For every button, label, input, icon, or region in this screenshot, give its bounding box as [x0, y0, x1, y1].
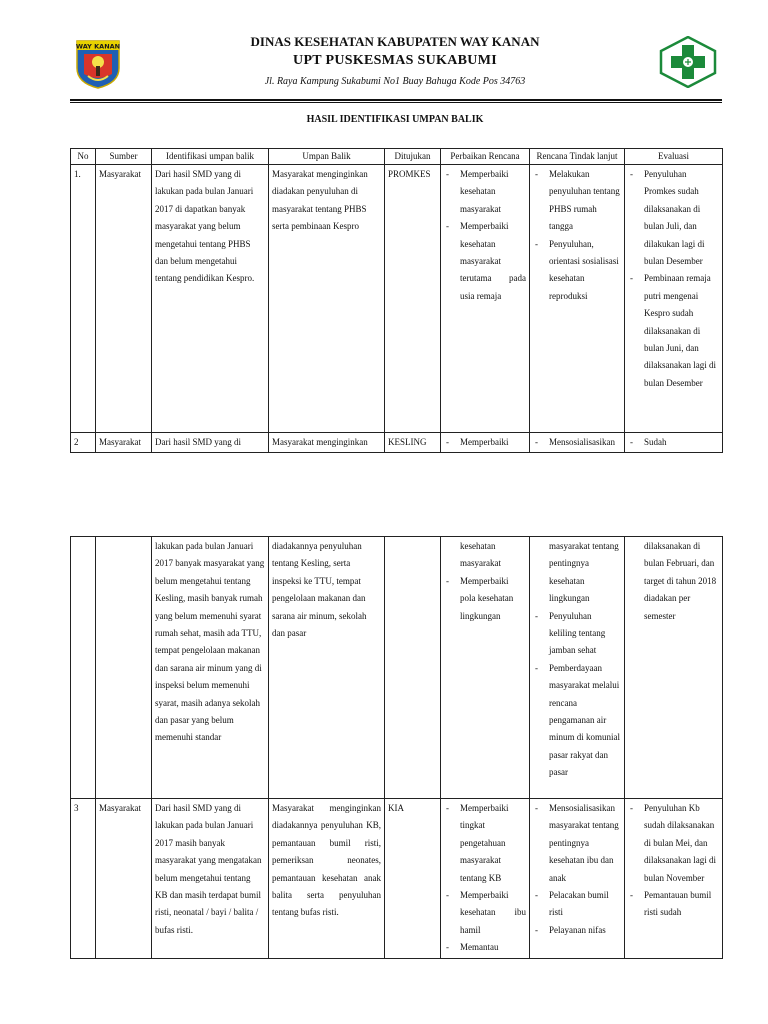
cell-sumber: [96, 537, 152, 799]
cell-umpan-balik: Masyarakat menginginkan: [269, 433, 385, 453]
cell-perbaikan: [441, 433, 530, 453]
cell-ditujukan: KIA: [385, 799, 441, 959]
cell-evaluasi: [625, 799, 723, 959]
document-title: HASIL IDENTIFIKASI UMPAN BALIK: [306, 114, 484, 125]
list-item: - Memperbaiki kesehatan ibu hamil: [444, 887, 526, 939]
cell-ditujukan: PROMKES: [385, 165, 441, 433]
list-item: - Memperbaiki pola kesehatan lingkungan: [444, 573, 526, 625]
cell-umpan-balik: diadakannya penyuluhan tentang Kesling, serta inspeksi ke TTU, tempat pengelolaan makanan dan sarana air minum, sekolah dan pasar: [269, 537, 385, 799]
list-continuation: masyarakat tentang pentingnya kesehatan lingkungan: [549, 541, 619, 604]
table-header-row: [71, 149, 723, 165]
col-header-identifikasi: Identifikasi umpan balik: [152, 149, 269, 165]
cell-identifikasi: Dari hasil SMD yang di: [152, 433, 269, 453]
list-item: - Penyuluhan, orientasi sosialisasi kesehatan reproduksi: [533, 236, 621, 306]
cell-rencana: [530, 165, 625, 433]
list-item: - Sudah: [628, 434, 719, 451]
feedback-table-page-2: [70, 536, 723, 959]
list-item: - Pemantauan bumil risti sudah: [628, 887, 719, 922]
col-header-umpan-balik: Umpan Balik: [269, 149, 385, 165]
list-item: - Memperbaiki tingkat pengetahuan masyarakat tentang KB: [444, 800, 526, 887]
puskesmas-name: UPT PUSKESMAS SUKABUMI: [293, 53, 497, 68]
svg-text:WAY KANAN: WAY KANAN: [75, 42, 121, 51]
list-item: - Mensosialisasikan masyarakat tentang pentingnya kesehatan ibu dan anak: [533, 800, 621, 887]
letterhead-rule-thin: [70, 102, 722, 103]
cell-perbaikan: [441, 537, 530, 799]
list-item: - Pemberdayaan masyarakat melalui rencana pengamanan air minum di komunial pasar rakyat dan pasar: [533, 660, 621, 782]
agency-name: DINAS KESEHATAN KABUPATEN WAY KANAN: [250, 34, 540, 49]
col-header-evaluasi: Evaluasi: [625, 149, 723, 165]
list-item: - Penyuluhan keliling tentang jamban sehat: [533, 608, 621, 660]
cell-no: 2: [71, 433, 96, 453]
list-item: - Penyuluhan Promkes sudah dilaksanakan di bulan Juli, dan dilakukan lagi di bulan Desember: [628, 166, 719, 270]
cell-rencana: [530, 799, 625, 959]
cell-perbaikan: [441, 799, 530, 959]
list-item: - Pelayanan nifas: [533, 922, 621, 939]
table-row: [71, 433, 723, 453]
letterhead-rule: [70, 99, 722, 101]
list-item: - Melakukan penyuluhan tentang PHBS rumah tangga: [533, 166, 621, 236]
cell-evaluasi: [625, 433, 723, 453]
list-item: - Penyuluhan Kb sudah dilaksanakan di bulan Mei, dan dilaksanakan lagi di bulan November: [628, 800, 719, 887]
address: Jl. Raya Kampung Sukabumi No1 Buay Bahuga Kode Pos 34763: [264, 76, 526, 87]
list-item: - Memantau: [444, 939, 526, 956]
cell-rencana: [530, 537, 625, 799]
cell-no: [71, 537, 96, 799]
cell-identifikasi: lakukan pada bulan Januari 2017 banyak masyarakat yang belum mengetahui tentang Kesling, masih banyak rumah yang belum memenuhi syarat rumah sehat, masih ada TTU, tempat pengelolaan makanan dan sarana air minum yang di inspeksi belum memenuhi syarat, masih adanya sekolah dan pasar yang belum memenuhi standar: [152, 537, 269, 799]
col-header-no: No: [71, 149, 96, 165]
cell-evaluasi: [625, 165, 723, 433]
puskesmas-logo: [658, 36, 718, 88]
col-header-perbaikan: Perbaikan Rencana: [441, 149, 530, 165]
list-item: - Pelacakan bumil risti: [533, 887, 621, 922]
cell-sumber: Masyarakat: [96, 165, 152, 433]
cell-perbaikan: [441, 165, 530, 433]
list-item: - Pembinaan remaja putri mengenai Kespro sudah dilaksanakan di bulan Juni, dan dilaksanakan lagi di bulan Desember: [628, 270, 719, 392]
table-row-continuation: [71, 537, 723, 799]
way-kanan-logo: [74, 38, 122, 90]
cell-umpan-balik: Masyarakat menginginkan diadakan penyuluhan di masyarakat tentang PHBS serta pembinaan Kespro: [269, 165, 385, 433]
cell-ditujukan: KESLING: [385, 433, 441, 453]
cell-no: 1.: [71, 165, 96, 433]
list-continuation: dilaksanakan di bulan Februari, dan target di tahun 2018 diadakan per semester: [644, 541, 717, 621]
col-header-ditujukan: Ditujukan: [385, 149, 441, 165]
list-continuation: kesehatan masyarakat: [460, 541, 501, 569]
cell-sumber: Masyarakat: [96, 433, 152, 453]
cell-umpan-balik: Masyarakat menginginkan diadakannya penyuluhan KB, pemantauan bumil risti, pemeriksan neonates, pemantauan kesehatan anak balita serta penyuluhan tentang bufas risti.: [269, 799, 385, 959]
table-row: [71, 165, 723, 433]
list-item: - Memperbaiki kesehatan masyarakat: [444, 166, 526, 218]
list-item: - Memperbaiki kesehatan masyarakat terutama pada usia remaja: [444, 218, 526, 305]
cell-sumber: Masyarakat: [96, 799, 152, 959]
feedback-table-page-1: [70, 148, 723, 453]
list-item: - Mensosialisasikan: [533, 434, 621, 451]
table-row: [71, 799, 723, 959]
cell-rencana: [530, 433, 625, 453]
cell-identifikasi: Dari hasil SMD yang di lakukan pada bulan Januari 2017 masih banyak masyarakat yang mengatakan belum mengetahui tentang KB dan masih terdapat bumil risti, neonatal / bayi / balita / bufas risti.: [152, 799, 269, 959]
cell-identifikasi: Dari hasil SMD yang di lakukan pada bulan Januari 2017 di dapatkan banyak masyarakat yang belum mengetahui tentang PHBS dan belum mengetahui tentang pendidikan Kespro.: [152, 165, 269, 433]
col-header-sumber: Sumber: [96, 149, 152, 165]
cell-ditujukan: [385, 537, 441, 799]
col-header-rencana: Rencana Tindak lanjut: [530, 149, 625, 165]
cell-no: 3: [71, 799, 96, 959]
list-item: - Memperbaiki: [444, 434, 526, 451]
cell-evaluasi: [625, 537, 723, 799]
